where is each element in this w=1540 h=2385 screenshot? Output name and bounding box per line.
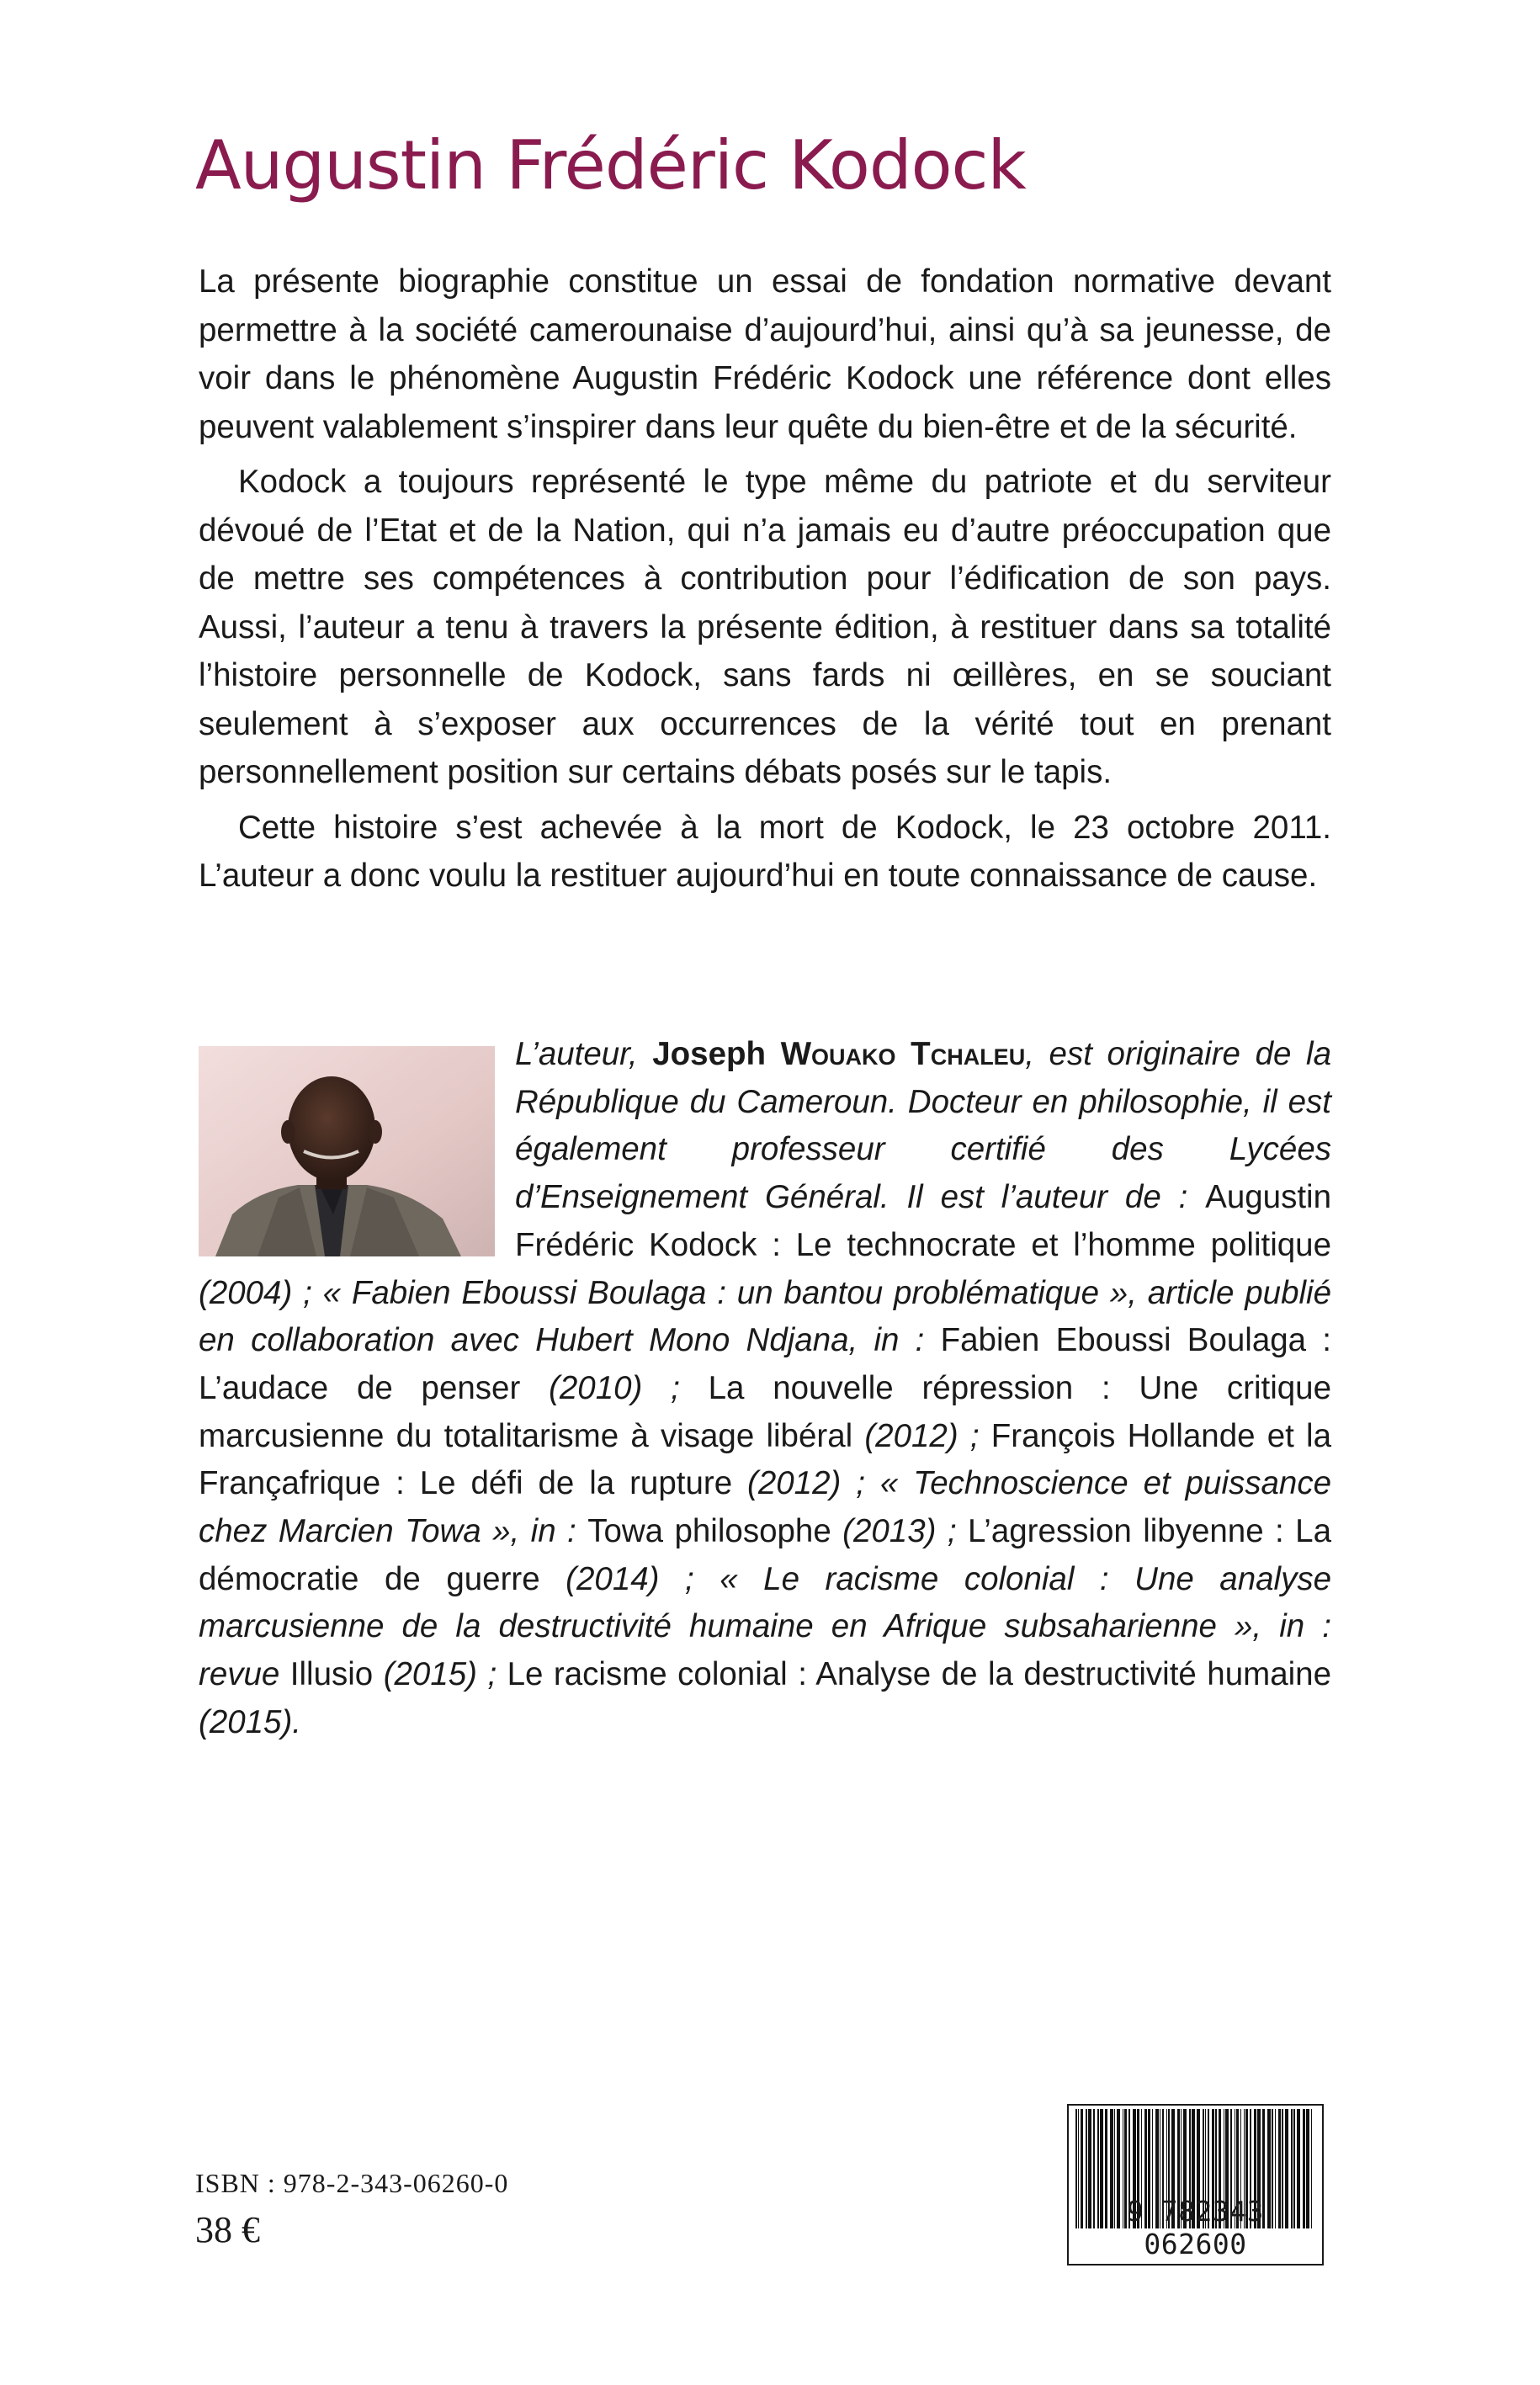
intro-rest: , est originaire de la République du Cameroun. Docteur en philosophie, il est également professeur certifié des Lycées d’Enseignement Général. Il est l’auteur de : [515,1036,1332,1216]
blurb-paragraph: Cette histoire s’est achevée à la mort de Kodock, le 23 octobre 2011. L’auteur a donc voulu la restituer aujourd’hui en toute connaissance de cause. [199,809,1331,894]
isbn: ISBN : 978-2-343-06260-0 [195,2168,509,2198]
work-title: François Hollande et la Françafrique : Le défi de la rupture [199,1417,1332,1502]
author-first-name: Joseph [652,1036,781,1072]
work-note: (2015) ; [373,1656,507,1693]
work-title: Le racisme colonial : Analyse de la destructivité humaine [507,1656,1331,1693]
work-title: L’agression libyenne : La démocratie de guerre [199,1513,1331,1597]
work-note: (2004) ; « Fabien Eboussi Boulaga : un bantou problématique », article publié en collaboration avec Hubert Mono Ndjana, in : [199,1274,1331,1359]
back-cover-blurb [199,258,1331,900]
work-title: Fabien Eboussi Boulaga : L’audace de penser [199,1322,1332,1406]
intro-prefix: L’auteur, [515,1036,653,1072]
price: 38 € [195,2209,260,2250]
work-title: La nouvelle répression : Une critique marcusienne du totalitarisme à visage libéral [199,1369,1332,1454]
barcode-digits: 9 782343 062600 [1127,2195,1264,2260]
work-note: (2012) ; « Technoscience et puissance chez Marcien Towa », in : [199,1465,1331,1550]
author-last-name: Wouako Tchaleu [780,1036,1026,1072]
work-note: (2014) ; « Le racisme colonial : Une analyse marcusienne de la destructivité humaine en Afrique subsaharienne », in : revue [199,1560,1331,1693]
book-title: Augustin Frédéric Kodock [195,126,1026,205]
work-title: Augustin Frédéric Kodock : Le technocrate et l’homme politique [515,1179,1331,1263]
barcode [1067,2104,1324,2265]
blurb-paragraph: La présente biographie constitue un essai de fondation normative devant permettre à la société camerounaise d’aujourd’hui, ainsi qu’à sa jeunesse, de voir dans le phénomène Augustin Frédéric Kodock une référence dont elles peuvent valablement s’inspirer dans leur quête du bien-être et de la sécurité. [199,263,1331,445]
work-note: (2010) ; [520,1369,709,1406]
work-note: (2013) ; [831,1513,968,1550]
work-title: Towa philosophe [587,1513,831,1550]
blurb-paragraph: Kodock a toujours représenté le type même du patriote et du serviteur dévoué de l’Etat et de la Nation, qui n’a jamais eu d’autre préoccupation que de mettre ses compétences à contribution pour l’édification de son pays. Aussi, l’auteur a tenu à travers la présente édition, à restituer dans sa totalité l’histoire personnelle de Kodock, sans fards ni œillères, en se souciant seulement à s’exposer aux occurrences de la vérité tout en prenant personnellement position sur certains débats posés sur le tapis. [199,464,1331,790]
work-title: Illusio [289,1656,374,1693]
author-photo [199,1046,495,1256]
work-note: (2012) ; [852,1417,991,1454]
author-bio [199,1031,1331,1747]
work-note: (2015). [199,1703,301,1740]
